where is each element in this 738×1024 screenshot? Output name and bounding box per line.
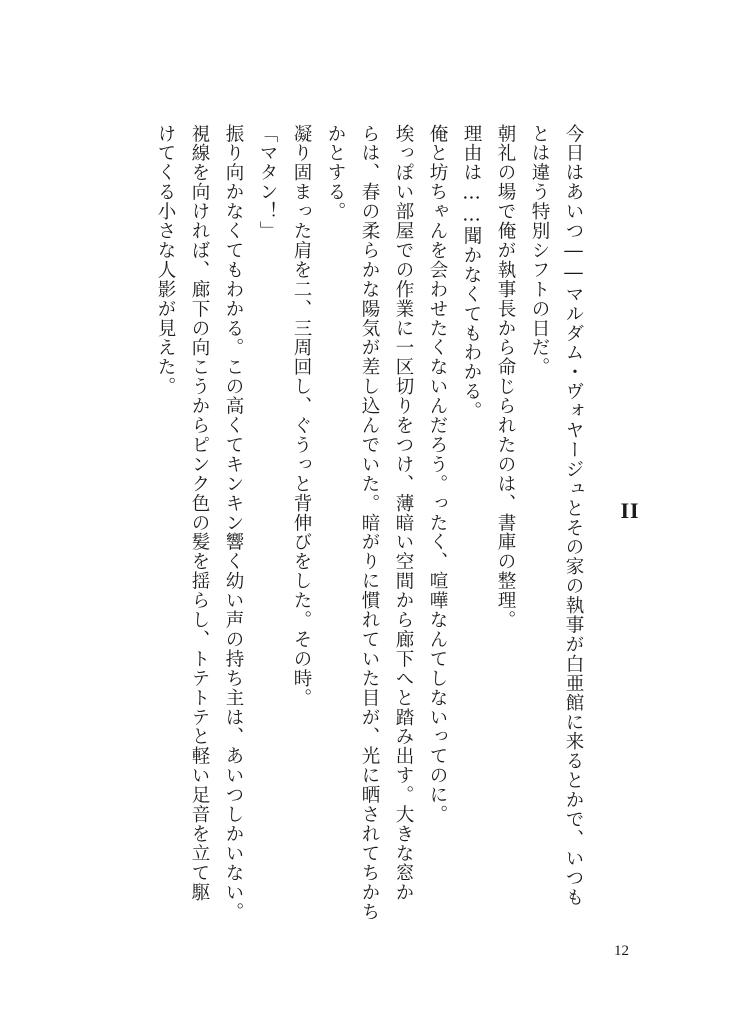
text-line-12: 視線を向ければ、廊下の向こうからピンク色の髪を揺らし、トテトテと軽い足音を立て駆 [189,124,210,902]
text-line-13: けてくる小さな人影が見えた。 [155,124,176,397]
text-line-3: 朝礼の場で俺が執事長から命じられたのは、書庫の整理。 [495,124,516,630]
text-line-4: 理由は……聞かなくてもわかる。 [461,124,482,421]
text-line-2: とは違う特別シフトの日だ。 [529,124,550,377]
text-line-6: 埃っぽい部屋での作業に一区切りをつけ、薄暗い空間から廊下へと踏み出す。大きな窓か [393,124,414,902]
page-number: 12 [614,943,629,959]
text-line-5: 俺と坊ちゃんを会わせたくないんだろう。ったく、喧嘩なんてしないってのに。 [427,124,448,825]
text-line-1: 今日はあいつ――マルダム・ヴォヤージュとその家の執事が白亜館に来るとかで、いつも [563,124,584,907]
text-line-11: 振り向かなくてもわかる。この高くてキンキン響く幼い声の持ち主は、あいつしかいない。 [223,124,244,922]
text-line-10: 「マタン！」 [257,124,278,241]
text-line-7: らは、春の柔らかな陽気が差し込んでいた。暗がりに慣れていた目が、光に晒されてちかち [359,124,380,922]
chapter-heading: II [620,498,640,523]
body-text [155,124,590,944]
text-line-9: 凝り固まった肩を二、三周回し、ぐうっと背伸びをした。その時。 [291,124,312,708]
text-line-8: かとする。 [325,124,346,222]
